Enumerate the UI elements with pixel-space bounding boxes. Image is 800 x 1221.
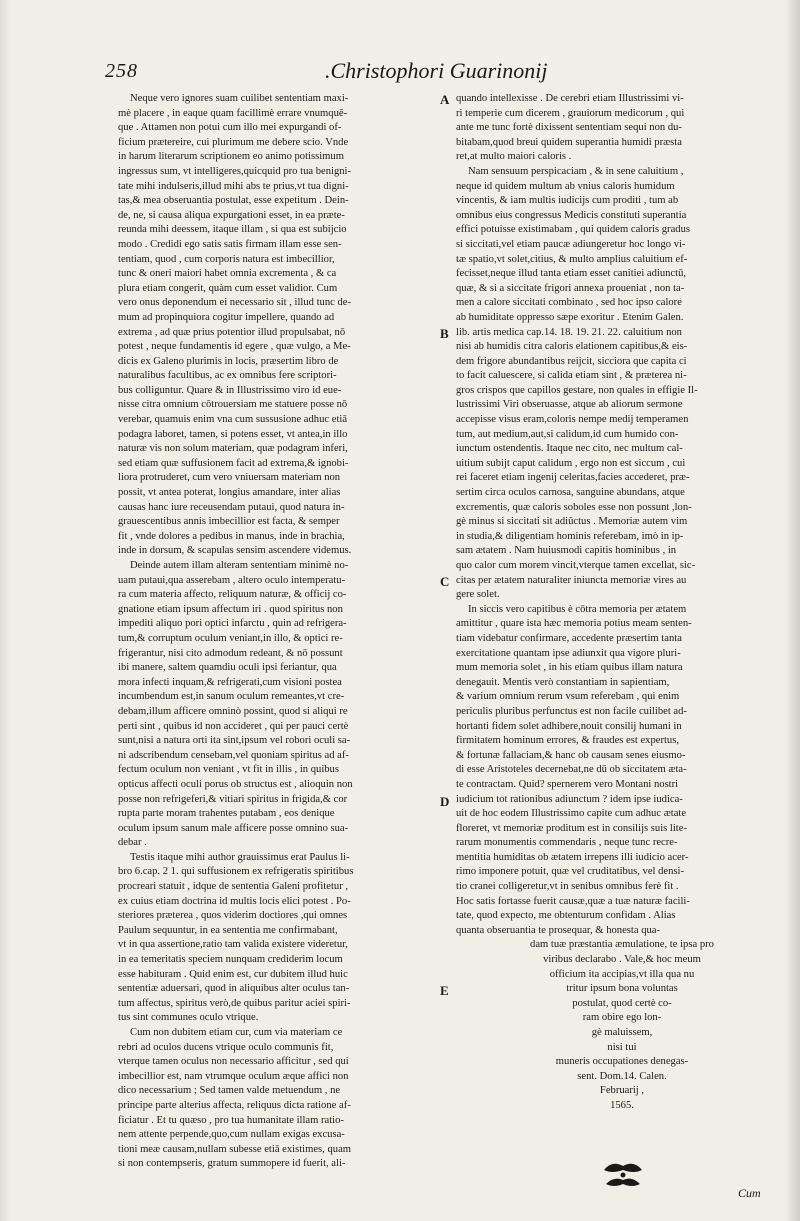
text-line: ficium prætereire, cui plurimum me debere scio. Vnde xyxy=(118,136,349,148)
text-line: tioni meæ causam,nullam subesse etiā existimes, quam xyxy=(118,1143,352,1155)
text-line: fectum oculum non veniant , vt fit in illis , in quibus xyxy=(118,764,339,776)
text-line: hortanti fidem solet adhibere,nouit consilij humani in xyxy=(456,720,682,732)
text-line: rei faceret etiam ingenij celeritas,facies accederet, præ- xyxy=(456,472,690,484)
text-line: effici potuisse existimabam , qui quidem caloris gradus xyxy=(456,224,690,236)
text-line: gè maluissem, xyxy=(591,1027,653,1038)
text-line: uit de hoc eodem Illustrissimo capite cum adhuc ætate xyxy=(456,808,687,820)
text-line: Paulum sequuntur, in ea sententia me confirmabant, xyxy=(118,924,338,936)
text-line: tæ spatio,vt solet,citius, & multo amplius caluitium ef- xyxy=(456,253,688,265)
text-line: extrema , ad quæ prius potentior illud propulsabat, nō xyxy=(118,326,346,338)
text-line: in harum literarum scriptionem eo animo potissimum xyxy=(118,151,344,163)
text-line: quanta obseruantia te prosequar, & honesta qua- xyxy=(456,924,661,936)
text-line: & fortunæ fallaciam,& hanc ob causam senes eiusmo- xyxy=(456,749,686,761)
text-line: bitabam,quod breui quidem superantia humidi præsta xyxy=(456,136,682,148)
margin-marker-a: A xyxy=(440,92,450,107)
text-line: nisi tui xyxy=(607,1041,637,1053)
text-line: posse non refrigeferi,& vitiari spiritus in frigida,& cor xyxy=(118,793,348,805)
text-line: perti sint , quibus id non accideret , qui per pauci certè xyxy=(118,720,349,732)
text-line: vterque tamen oculus non necessario afficitur , sed qui xyxy=(118,1056,349,1068)
text-line: si non contempseris, gratum summopere id fuerit, ali- xyxy=(118,1158,346,1170)
text-line: to facit caluescere, si calida etiam sint , & præterea ni- xyxy=(456,370,687,382)
text-line: quæ, & si a siccitate frigori annexa proueniat , non ta- xyxy=(456,282,685,294)
text-line: sed etiam quæ suffusionem facit ad extrema,& ignobi- xyxy=(118,457,349,469)
text-line: nisse citra omnium cōtrouersiam me statuere posse nō xyxy=(118,399,348,411)
text-line: ret,at multo maiori caloris . xyxy=(456,151,572,163)
text-line: debam,illum afficere omninò possint, quod si aliqui re xyxy=(118,705,348,717)
text-line: dem frigore abundantibus reijcit, sicciora que capita ci xyxy=(456,355,687,367)
text-line: gere solet. xyxy=(456,589,500,601)
text-line: ibi manere, saltem quamdiu oculi ipsi feriantur, qua xyxy=(118,662,337,674)
text-line: dicis ex Galeno plurimis in locis, præsertim libro de xyxy=(118,355,339,367)
text-line: tiam videbatur confirmare, accedente præsertim tanta xyxy=(456,632,682,644)
text-line: ri temperie cum dicerem , grauiorum medicorum , qui xyxy=(456,107,685,119)
page-edge-shadow xyxy=(0,0,10,1221)
text-line: bus colliguntur. Quare & in Illustrissimo viro id eue- xyxy=(118,384,342,396)
text-line: Cum non dubitem etiam cur, cum via materiam ce xyxy=(130,1027,343,1038)
text-line: uam putaui,qua asserebam , altero oculo intemperatu- xyxy=(118,574,346,586)
text-line: in studia,& diligentiam hominis referebam, imò in ip- xyxy=(456,530,684,542)
text-line: viribus declarabo . Vale,& hoc meum xyxy=(543,954,701,966)
text-line: reunda mihi deessem, itaque illam , si qua est subijcio xyxy=(118,224,347,236)
text-line: tus sint communes oculo vtrique. xyxy=(118,1012,259,1024)
text-line: sententiæ aduersari, quod in aliquibus alter oculus tan- xyxy=(118,983,350,995)
text-line: nem attente perpende,quo,cum nullam exigas excusa- xyxy=(118,1129,345,1141)
text-line: vero onus deponendum ei necessario sit , illud tunc de- xyxy=(118,297,352,309)
left-column xyxy=(118,92,438,1172)
text-line: firmitatem hominum errores, & fraudes est expertus, xyxy=(456,735,679,747)
text-line: iunctum ostendentis. Itaque nec cito, nec multum cal- xyxy=(456,443,683,455)
text-line: bro 6.cap. 2 1. qui suffusionem ex refrigeratis spiritibus xyxy=(118,866,354,878)
text-line: iudicium tot rationibus adiunctum ? idem ipse iudica- xyxy=(456,793,683,805)
text-line: fit , vnde dolores a pedibus in manus, inde in brachia, xyxy=(118,530,345,542)
text-line: men a calore siccitati combinato , sed hoc ipso calore xyxy=(456,297,682,309)
text-line: plura etiam congerit, quàm cum esset validior. Cum xyxy=(118,282,338,294)
text-line: que . Attamen non potui cum illo mei expurgandi of- xyxy=(118,122,342,134)
text-line: periculis pluribus perfunctus est non facile cuilibet ad- xyxy=(456,705,687,717)
text-line: Neque vero ignores suam cuilibet sententiam maxi- xyxy=(130,93,349,104)
text-line: mora infecti inquam,& refrigerati,cum visioni postea xyxy=(118,676,342,688)
text-line: muneris occupationes denegas- xyxy=(555,1056,689,1068)
text-line: sunt,nisi a natura orti ita sint,ipsum vel robori oculi sa- xyxy=(118,735,351,747)
text-line: ra cum materia affecto, reliquum naturæ, & officij co- xyxy=(118,589,347,601)
right-column xyxy=(456,92,788,1114)
text-line: rarum monumentis commendaris , neque tunc recre- xyxy=(456,837,678,849)
text-line: de, ne, si causa aliqua expurgationi esset, in ea præte- xyxy=(118,209,345,221)
text-line: dam tuæ præstantia æmulatione, te ipsa pro xyxy=(530,939,714,951)
text-line: Nam sensuum perspicaciam , & in sene caluitium , xyxy=(468,165,684,177)
gutter-shadow xyxy=(786,0,800,1221)
text-line: tio cranei colligeretur,vt in senibus omnibus ferè fit . xyxy=(456,881,679,893)
page-header xyxy=(105,58,745,86)
text-line: 1565. xyxy=(610,1099,634,1111)
text-line: tate, quod expecto, me obtenturum confidam . Alias xyxy=(456,910,676,922)
text-line: tritur ipsum bona voluntas xyxy=(566,983,678,995)
margin-marker-d: D xyxy=(440,794,450,809)
text-line: ab humiditate oppresso sæpe exoritur . Etenim Galen. xyxy=(456,311,684,323)
text-line: nisi ab humidis citra caloris elationem capitibus,& eis- xyxy=(456,341,688,353)
text-line: tum, aut medium,aut,si calidum,id cum humido con- xyxy=(456,428,679,440)
text-line: & varium omnium rerum vsum referebam , qui enim xyxy=(456,691,680,703)
text-line: lib. artis medica cap.14. 18. 19. 21. 22. caluitium non xyxy=(456,326,682,338)
text-line: rupta parte moram trahentes putabam , eos denique xyxy=(118,808,335,820)
text-line: liora protruderet, cum vero vniuersam materiam non xyxy=(118,472,341,484)
text-line: officium ita accipias,vt illa qua nu xyxy=(549,968,695,980)
text-line: lustrissimi Viri obseruasse, atque ab aliorum sermone xyxy=(456,399,683,411)
text-line: te contractam. Quid? spernerem vero Montani nostri xyxy=(456,778,679,790)
text-line: denegauit. Mentis verò constantiam in sapientiam, xyxy=(456,676,670,688)
margin-marker-e: E xyxy=(440,983,449,998)
text-line: Deinde autem illam alteram sententiam minimè no- xyxy=(130,560,349,571)
text-line: frigerantur, nisi cito admodum redeant, & nō possunt xyxy=(118,647,343,659)
text-line: grauescentibus annis imbecillior est facta, & semper xyxy=(118,516,340,528)
text-line: Testis itaque mihi author grauissimus erat Paulus li- xyxy=(130,851,350,863)
text-line: ante me tunc fortè dixissent sententiam sequi non du- xyxy=(456,122,682,134)
page-number: 258 xyxy=(105,60,138,82)
text-line: si siccitati,vel etiam paucæ adiungeretur hoc longo vi- xyxy=(456,238,686,250)
text-line: mum memoria solet , in his etiam quibus illam natura xyxy=(456,662,683,674)
text-line: quo calor cum morem vincit,vterque tamen excellat, sic- xyxy=(456,560,696,571)
text-line: fecisset,neque illud tanta etiam esset canitiei adiunctū, xyxy=(456,268,687,280)
text-line: tum affectus, spiritus verò,de quibus paritur aciei spiri- xyxy=(118,997,351,1009)
text-line: inde in dorsum, & scapulas sensim ascendere videmus. xyxy=(118,545,352,557)
text-line: verebar, quamuis enim vna cum sussusione adhuc etiā xyxy=(118,414,348,426)
text-line: floreret, vt memoriæ proditum est in consilijs suis lite- xyxy=(456,822,687,834)
catchword: Cum xyxy=(738,1186,761,1200)
margin-marker-b: B xyxy=(440,326,449,341)
text-line: amittitur , quare ista hæc memoria potius meam senten- xyxy=(456,618,692,630)
text-line: accepisse visus eram,coloris nempe medij temperamen xyxy=(456,414,689,426)
text-line: principe parte alterius affecta, reliquus dicta ratione af- xyxy=(118,1099,351,1111)
text-line: ficiatur . Et tu quæso , pro tua humanitate illam ratio- xyxy=(118,1114,344,1126)
text-line: excrementis, quæ caloris soboles esse non possunt ,lon- xyxy=(456,501,692,513)
text-line: opticus affecti oculi porus ob structus est , alioquin non xyxy=(118,778,353,790)
text-line: omnibus eius congressus Medicis constituti superantia xyxy=(456,209,687,221)
text-line: vt in qua assertione,ratio tam valida existere videretur, xyxy=(118,939,348,951)
text-line: sam ætatem . Nam huiusmodi capitis hominibus , in xyxy=(456,545,677,557)
text-line: mè placere , in eaque quam facillimè errare vnumquē- xyxy=(118,107,348,119)
text-line: rebri ad oculos ducens vtrique oculo communis fit, xyxy=(118,1041,334,1053)
text-line: tunc & oneri maiori habet omnia excrementa , & ca xyxy=(118,268,337,280)
text-line: possit, vt antea poterat, longius amandare, inter alias xyxy=(118,487,341,499)
text-line: postulat, quod certè co- xyxy=(572,997,672,1009)
text-line: in ea temeritatis speciem nunquam crediderim locum xyxy=(118,954,343,966)
text-line: mentitia humiditas ob ætatem irrepens illi iudicio acer- xyxy=(456,851,689,863)
text-line: exercitatione quantam ipse adiunxit qua vigore pluri- xyxy=(456,647,681,659)
text-line: oculum ipsum sanum male afficere posse omnino sua- xyxy=(118,822,349,834)
text-line: procreari statuit , idque de sententia Galeni profitetur , xyxy=(118,881,349,893)
text-line: Hoc satis fortasse fuerit causæ,quæ a tuæ naturæ facili- xyxy=(456,895,690,907)
text-line: tentiam, quod , cum corporis natura est imbecillior, xyxy=(118,253,335,265)
text-line: tate mihi indulseris,illud mihi abs te prius,vt tua digni- xyxy=(118,180,349,192)
text-line: di esse Aristoteles decernebat,ne dū ob siccitatem æta- xyxy=(456,764,687,776)
text-line: ram obire ego lon- xyxy=(582,1012,662,1024)
text-line: steriores præterea , quos viderim doctiores ,qui omnes xyxy=(118,910,348,922)
text-line: impediti aliquo pori optici infarctu , quin ad refrigera- xyxy=(118,618,347,630)
printers-ornament-icon xyxy=(600,1158,646,1192)
text-line: gros crispos que capillos gestare, non quales in effigie Il- xyxy=(456,384,698,396)
text-line: gnatione etiam ipsum affectum iri . quod spiritus non xyxy=(118,603,343,615)
text-line: tas,& mea obseruantia postulat, esse expetitum . Dein- xyxy=(118,195,349,207)
text-line: mum ad propinquiora cogitur impellere, quando ad xyxy=(118,311,335,323)
text-line: quando intellexisse . De cerebri etiam Illustrissimi vi- xyxy=(456,93,684,104)
text-line: sertim circa oculos carnosa, sanguine abundans, atque xyxy=(456,487,685,499)
text-line: sent. Dom.14. Calen. xyxy=(577,1070,667,1082)
text-line: gè minus si siccitati sit adiūctus . Memoriæ autem vim xyxy=(456,516,688,528)
text-line: tum,& corruptum oculum veniant,in illo, & optici re- xyxy=(118,632,343,644)
text-line: modo . Credidi ego satis satis firmam illam esse sen- xyxy=(118,238,342,250)
text-line: rimo imponere potuit, quæ vel cruditatibus, vel densi- xyxy=(456,866,685,878)
text-line: podagra laboret, tamen, si potens esset, vt antea,in illo xyxy=(118,428,348,440)
text-line: ni adscribendum censebam,vel quoniam spiritus ad af- xyxy=(118,749,349,761)
text-line: dico necessarium ; Sed tamen valde metuendum , ne xyxy=(118,1085,341,1097)
text-line: naturalibus facultibus, ac ex omnibus fere scriptori- xyxy=(118,370,337,382)
text-line: citas per ætatem naturaliter iniuncta memoriæ vires au xyxy=(456,574,687,586)
text-line: ingressus sum, vt intelligeres,quicquid pro tua benigni- xyxy=(118,165,352,177)
text-line: esse habituram . Quid enim est, cur dubitem illud huic xyxy=(118,968,348,980)
text-line: causas hanc iure receusendam putaui, quod natura in- xyxy=(118,501,345,513)
text-line: incumbendum est,in sanum oculum remeantes,vt cre- xyxy=(118,691,345,703)
text-line: Februarij , xyxy=(599,1085,645,1097)
text-line: naturæ vis non solum materiam, quæ podagram inferi, xyxy=(118,443,348,455)
text-line: vincentis, & iam multis iudicijs cum proditi , tum ab xyxy=(456,195,679,207)
text-line: ex cuius etiam doctrina id multis locis elici potest . Po- xyxy=(118,895,351,907)
text-line: In siccis vero capitibus è cōtra memoria per ætatem xyxy=(468,603,687,615)
text-line: imbecillior est, nam vtrumque oculum æque affici non xyxy=(118,1070,349,1082)
running-head: .Christophori Guarinonij xyxy=(325,58,548,83)
margin-marker-c: C xyxy=(440,574,450,589)
text-line: uitium subijt caput calidum , ergo non est siccum , cui xyxy=(456,457,686,469)
text-line: debar . xyxy=(118,837,147,849)
text-line: potest , neque fundamentis id egere , quæ vulgo, a Me- xyxy=(118,341,351,353)
text-line: neque id quidem multum ab vnius caloris humidum xyxy=(456,180,675,192)
